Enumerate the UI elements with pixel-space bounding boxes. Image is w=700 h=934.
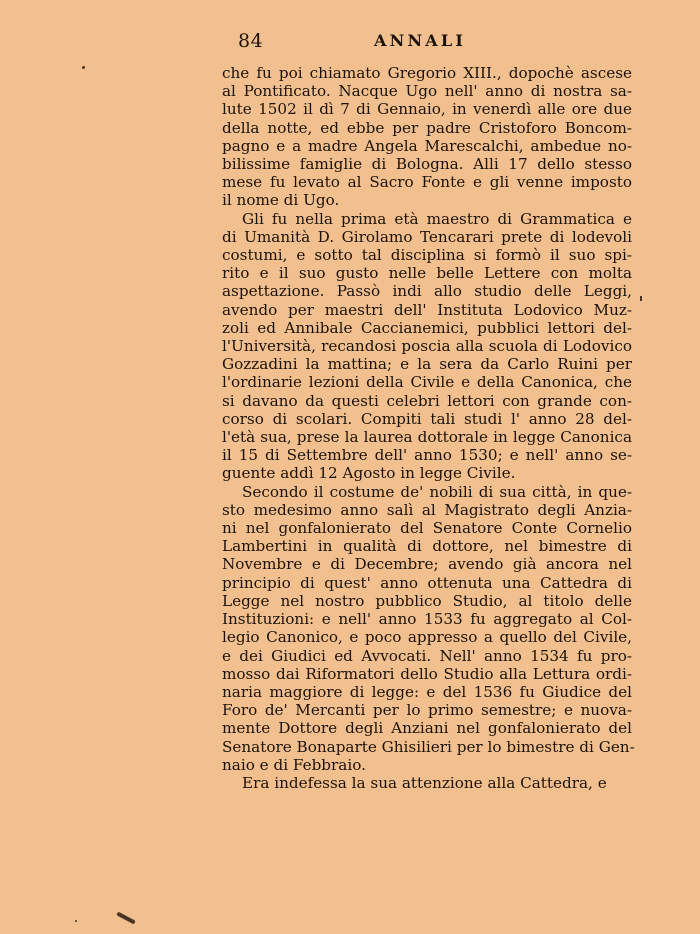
text-line: della notte, ed ebbe per padre Cristoforo Boncom- — [222, 118, 632, 137]
text-line: di Umanità D. Girolamo Tencarari prete di lodevoli — [222, 227, 632, 246]
text-line: mente Dottore degli Anziani nel gonfalonierato del — [222, 719, 632, 738]
text-line: aspettazione. Passò indi allo studio delle Leggi, — [222, 282, 632, 301]
running-title: ANNALI — [374, 31, 467, 50]
text-line: e dei Giudici ed Avvocati. Nell' anno 1534 fu pro- — [222, 646, 632, 665]
text-line: zoli ed Annibale Caccianemici, pubblici lettori del- — [222, 318, 632, 337]
text-line: Gozzadini la mattina; e la sera da Carlo Ruini per — [222, 355, 632, 374]
text-line: legio Canonico, e poco appresso a quello del Civile, — [222, 628, 632, 647]
paragraph — [222, 482, 635, 774]
text-line: rito e il suo gusto nelle belle Lettere con molta — [222, 264, 632, 283]
text-line: il nome di Ugo. — [222, 191, 340, 210]
paragraphs — [222, 64, 635, 792]
text-line: bilissime famiglie di Bologna. Alli 17 dello stesso — [222, 155, 632, 174]
text-line: avendo per maestri dell' Instituta Lodovico Muz- — [222, 300, 632, 319]
body-text — [222, 64, 635, 792]
text-line: Lambertini in qualità di dottore, nel bimestre di — [222, 537, 632, 556]
text-line: il 15 di Settembre dell' anno 1530; e nell' anno se- — [222, 446, 632, 465]
text-line: Foro de' Mercanti per lo primo semestre; e nuova- — [222, 701, 632, 720]
paragraph — [222, 210, 632, 483]
text-line: corso di scolari. Compiti tali studi l' anno 28 del- — [222, 409, 632, 428]
text-line: l'età sua, prese la laurea dottorale in legge Canonica — [222, 428, 632, 447]
text-line: pagno e a madre Angela Marescalchi, ambedue no- — [222, 136, 632, 155]
text-line: costumi, e sotto tal disciplina si formò il suo spi- — [222, 246, 632, 265]
paragraph — [222, 64, 632, 210]
text-line: l'ordinarie lezioni della Civile e della Canonica, che — [222, 373, 632, 392]
text-line: che fu poi chiamato Gregorio XIII., dopochè ascese — [222, 64, 632, 82]
text-line: principio di quest' anno ottenuta una Cattedra di — [222, 573, 632, 592]
text-line: guente addì 12 Agosto in legge Civile. — [222, 464, 516, 483]
paragraph — [222, 774, 632, 792]
text-line: mosso dai Riformatori dello Studio alla Lettura ordi- — [222, 664, 632, 683]
ink-speck — [75, 920, 77, 922]
text-line: Novembre e di Decembre; avendo già ancora nel — [222, 555, 632, 574]
text-line: l'Università, recandosi poscia alla scuola di Lodovico — [222, 337, 632, 356]
ink-smudge — [116, 912, 136, 925]
text-line: naria maggiore di legge: e del 1536 fu Giudice del — [222, 682, 632, 701]
text-line: al Pontificato. Nacque Ugo nell' anno di nostra sa- — [222, 82, 632, 101]
ink-speck — [640, 296, 642, 301]
text-line: Secondo il costume de' nobili di sua città, in que- — [242, 482, 632, 501]
text-line: ni nel gonfalonierato del Senatore Conte Cornelio — [222, 519, 632, 538]
text-line: naio e di Febbraio. — [222, 755, 366, 774]
text-line: lute 1502 il dì 7 di Gennaio, in venerdì alle ore due — [222, 100, 632, 119]
text-line: Legge nel nostro pubblico Studio, al titolo delle — [222, 591, 632, 610]
text-line: Senatore Bonaparte Ghisilieri per lo bimestre di Gen- — [222, 737, 635, 756]
page-number: 84 — [238, 30, 264, 52]
text-line: Instituzioni: e nell' anno 1533 fu aggregato al Col- — [222, 610, 632, 629]
ink-speck — [82, 66, 85, 69]
text-line: mese fu levato al Sacro Fonte e gli venne imposto — [222, 173, 632, 192]
text-line: Gli fu nella prima età maestro di Grammatica e — [242, 209, 632, 228]
text-line: si davano da questi celebri lettori con grande con- — [222, 391, 632, 410]
text-line: sto medesimo anno salì al Magistrato degli Anzia- — [222, 500, 632, 519]
text-line: Era indefessa la sua attenzione alla Cattedra, e — [242, 773, 607, 792]
